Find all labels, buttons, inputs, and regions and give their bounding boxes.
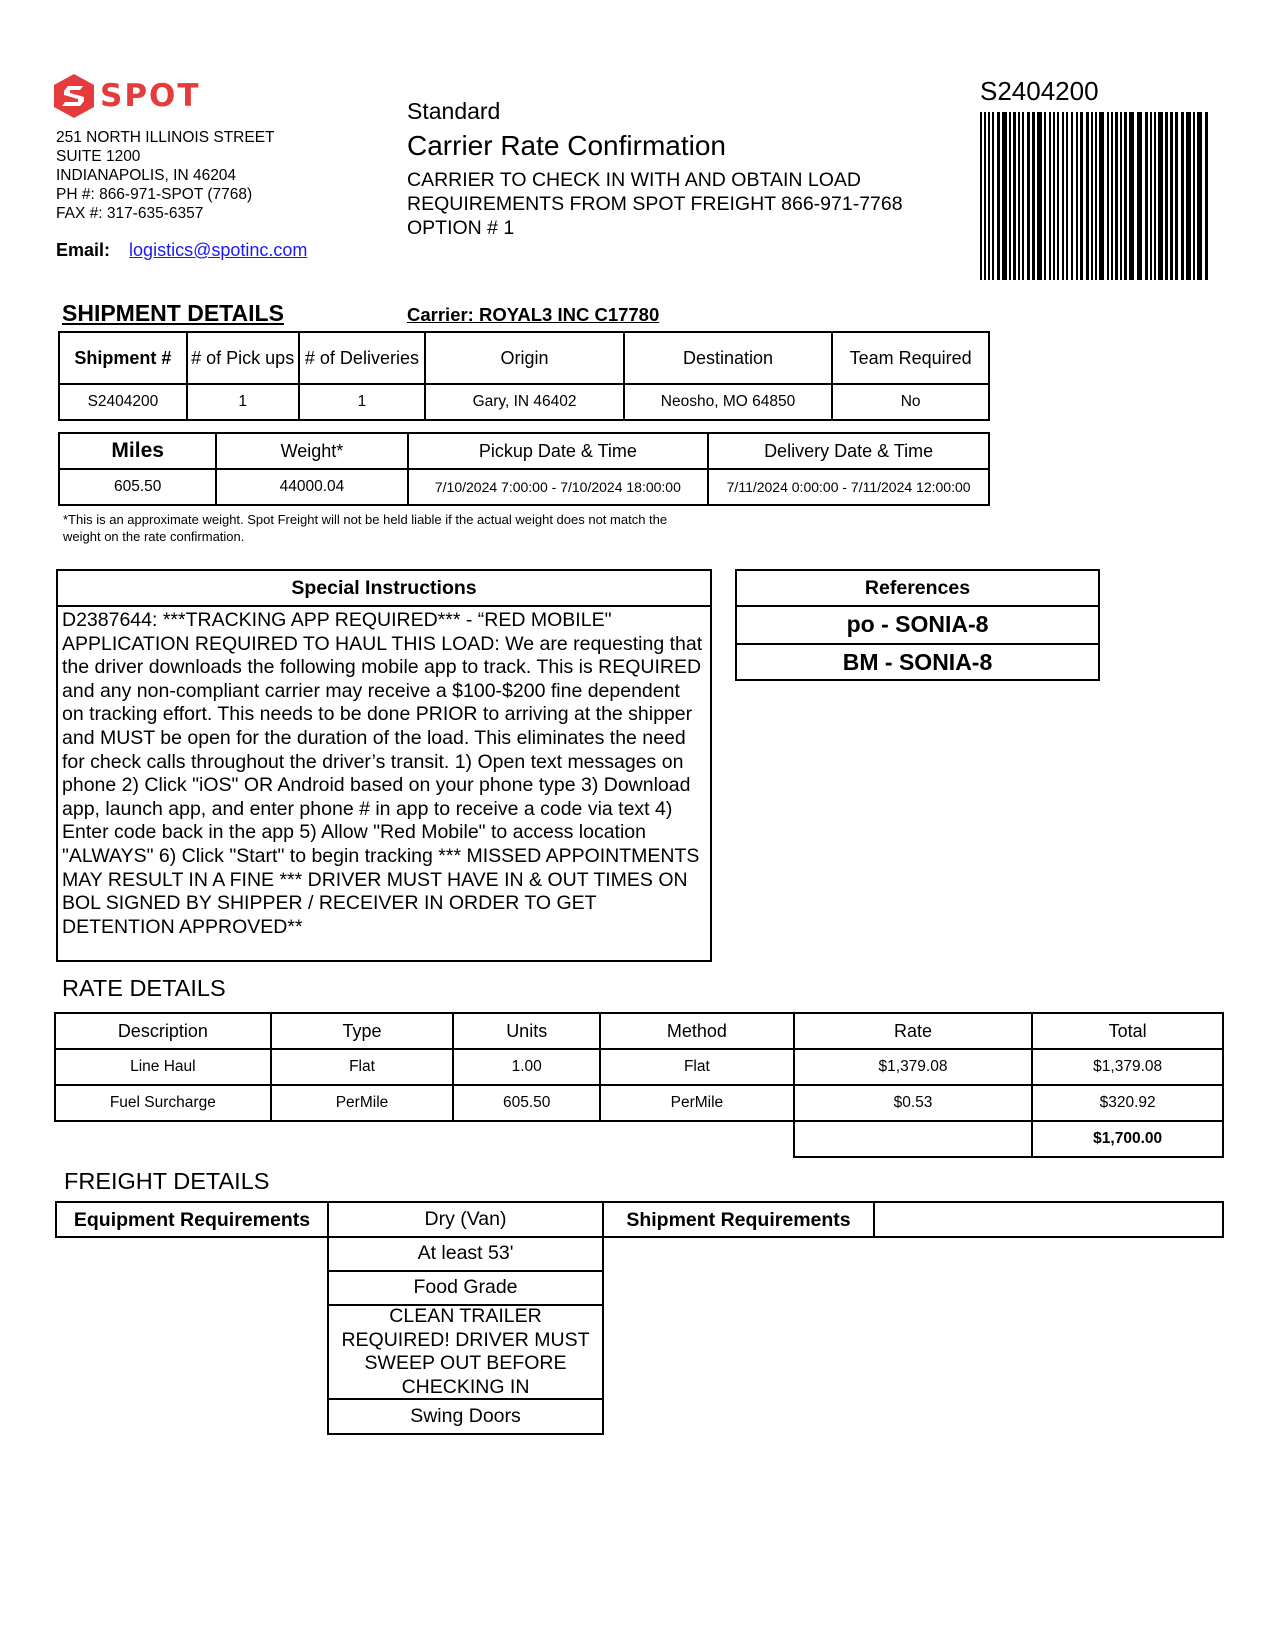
references-box (735, 569, 1100, 681)
miles-weight-table (58, 432, 990, 506)
email-label: Email: (56, 240, 111, 260)
references-heading: References (737, 571, 1098, 607)
address-line: SUITE 1200 (56, 148, 141, 165)
table-cell: Neosho, MO 64850 (624, 384, 833, 420)
barcode (980, 112, 1212, 280)
col-header: Description (55, 1013, 271, 1049)
list-item: CLEAN TRAILER REQUIRED! DRIVER MUST SWEEP OUT BEFORE CHECKING IN (327, 1306, 604, 1400)
table-cell: Flat (600, 1049, 794, 1085)
table-cell: 44000.04 (216, 469, 407, 505)
col-header: Shipment # (59, 332, 187, 384)
freight-details-heading: FREIGHT DETAILS (64, 1168, 270, 1194)
barcode-image (980, 112, 1212, 280)
table-header-row (59, 332, 989, 384)
table-cell: 7/10/2024 7:00:00 - 7/10/2024 18:00:00 (408, 469, 709, 505)
col-header: Method (600, 1013, 794, 1049)
table-cell: Fuel Surcharge (55, 1085, 271, 1121)
fax-line: FAX #: 317-635-6357 (56, 205, 204, 222)
table-cell: Line Haul (55, 1049, 271, 1085)
col-header: # of Deliveries (299, 332, 426, 384)
table-cell: No (832, 384, 989, 420)
table-cell: $0.53 (794, 1085, 1033, 1121)
carrier-info: Carrier: ROYAL3 INC C17780 (407, 304, 660, 325)
table-header-row (55, 1013, 1223, 1049)
check-in-notice (407, 168, 947, 240)
total-row (55, 1121, 1223, 1157)
col-header: # of Pick ups (187, 332, 299, 384)
reference-item: BM - SONIA-8 (737, 643, 1098, 679)
table-row (55, 1049, 1223, 1085)
notice-line: REQUIREMENTS FROM SPOT FREIGHT 866-971-7768 (407, 193, 903, 215)
phone-line: PH #: 866-971-SPOT (7768) (56, 186, 253, 203)
address-line: 251 NORTH ILLINOIS STREET (56, 129, 275, 146)
spot-logo (54, 74, 214, 120)
col-header: Type (271, 1013, 454, 1049)
table-cell: Gary, IN 46402 (425, 384, 623, 420)
reference-item: po - SONIA-8 (846, 611, 989, 637)
table-cell: 1.00 (453, 1049, 600, 1085)
col-header: Team Required (832, 332, 989, 384)
shipment-requirements-label: Shipment Requirements (602, 1201, 875, 1238)
table-cell: 605.50 (453, 1085, 600, 1121)
table-cell: Flat (271, 1049, 454, 1085)
table-cell: 1 (187, 384, 299, 420)
col-header: Delivery Date & Time (708, 433, 989, 469)
col-header: Units (453, 1013, 600, 1049)
company-address (56, 128, 275, 223)
grand-total: $1,700.00 (1032, 1121, 1223, 1157)
col-header: Pickup Date & Time (408, 433, 709, 469)
special-instructions-box (56, 569, 712, 962)
table-cell: 605.50 (59, 469, 216, 505)
shipment-table (58, 331, 990, 421)
col-header: Total (1032, 1013, 1223, 1049)
table-cell: $1,379.08 (794, 1049, 1033, 1085)
shipment-details-heading: SHIPMENT DETAILS (62, 300, 284, 326)
blank-total-label-cell (794, 1121, 1033, 1157)
notice-line: CARRIER TO CHECK IN WITH AND OBTAIN LOAD (407, 169, 861, 191)
table-cell: 1 (299, 384, 426, 420)
email-row (56, 240, 307, 261)
spot-logo-icon (54, 74, 94, 118)
equipment-requirements-list (327, 1201, 604, 1435)
special-instructions-text: D2387644: ***TRACKING APP REQUIRED*** - “RED MOBILE" APPLICATION REQUIRED TO HAUL THIS LOAD: We are requesting that the driver downloads the following mobile app to track. This is REQUIRED and any non-compliant carrier may receive a $100-$200 fine dependent on tracking effort. This needs to be done PRIOR to arriving at the shipper and MUST be open for the duration of the load. This eliminates the need for check calls throughout the driver’s transit. 1) Open text messages on phone 2) Click "iOS" OR Android based on your phone type 3) Download app, launch app, and enter phone # in app to receive a code via text 4) Enter code back in the app 5) Allow "Red Mobile" to access location "ALWAYS" 6) Click "Start" to begin tracking *** MISSED APPOINTMENTS MAY RESULT IN A FINE *** DRIVER MUST HAVE IN & OUT TIMES ON BOL SIGNED BY SHIPPER / RECEIVER IN ORDER TO GET DETENTION APPROVED** (62, 609, 703, 938)
special-instructions-heading: Special Instructions (58, 571, 710, 607)
col-header: Origin (425, 332, 623, 384)
table-row (59, 384, 989, 420)
weight-disclaimer: *This is an approximate weight. Spot Freight will not be held liable if the actual weight does not match the weight on the rate confirmation. (63, 512, 668, 544)
list-item: At least 53' (327, 1238, 604, 1272)
shipment-number: S2404200 (980, 76, 1099, 106)
list-item: Swing Doors (327, 1400, 604, 1435)
col-header: Miles (59, 433, 216, 469)
shipment-requirements-value (873, 1201, 1224, 1238)
email-link[interactable]: logistics@spotinc.com (129, 240, 308, 260)
address-line: INDIANAPOLIS, IN 46204 (56, 167, 237, 184)
document-title: Carrier Rate Confirmation (407, 130, 726, 161)
rate-table (54, 1012, 1224, 1158)
document-type: Standard (407, 98, 501, 124)
rate-details-heading: RATE DETAILS (62, 975, 226, 1001)
table-cell: $320.92 (1032, 1085, 1223, 1121)
col-header: Destination (624, 332, 833, 384)
blank-cell (55, 1121, 794, 1157)
table-cell: PerMile (600, 1085, 794, 1121)
table-cell: 7/11/2024 0:00:00 - 7/11/2024 12:00:00 (708, 469, 989, 505)
table-cell: S2404200 (59, 384, 187, 420)
notice-line: OPTION # 1 (407, 217, 515, 239)
col-header: Weight* (216, 433, 407, 469)
logo-text: SPOT (100, 78, 201, 114)
table-row (55, 1085, 1223, 1121)
table-header-row (59, 433, 989, 469)
table-cell: PerMile (271, 1085, 454, 1121)
list-item: Dry (Van) (327, 1201, 604, 1238)
list-item: Food Grade (327, 1272, 604, 1306)
col-header: Rate (794, 1013, 1033, 1049)
equipment-requirements-label: Equipment Requirements (55, 1201, 329, 1238)
table-row (59, 469, 989, 505)
table-cell: $1,379.08 (1032, 1049, 1223, 1085)
